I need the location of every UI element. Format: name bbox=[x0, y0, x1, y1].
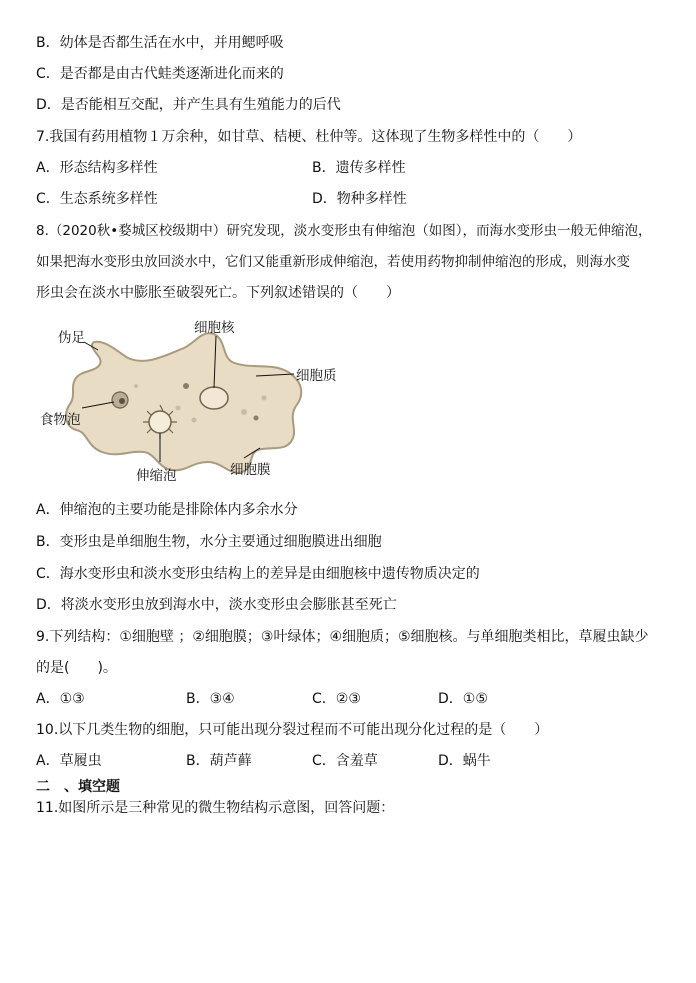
section-heading-fill-in: 二 、填空题 bbox=[36, 779, 120, 795]
q10-option-d: D．蜗牛 bbox=[438, 753, 491, 769]
label-nucleus: 细胞核 bbox=[194, 320, 235, 336]
q8-option-a: A．伸缩泡的主要功能是排除体内多余水分 bbox=[36, 502, 298, 518]
q8-option-c: C．海水变形虫和淡水变形虫结构上的差异是由细胞核中遗传物质决定的 bbox=[36, 566, 480, 582]
label-pseudopod: 伪足 bbox=[58, 330, 85, 346]
q7-option-b: B．遗传多样性 bbox=[312, 160, 406, 176]
q9-option-b: B．③④ bbox=[186, 691, 235, 707]
q8-stem-line-2: 如果把海水变形虫放回淡水中，它们又能重新形成伸缩泡，若使用药物抑制伸缩泡的形成，则海水变 bbox=[36, 254, 630, 270]
granule bbox=[192, 418, 197, 423]
food-vacuole-inner bbox=[119, 398, 125, 404]
q6-option-d: D．是否能相互交配，并产生具有生殖能力的后代 bbox=[36, 97, 341, 113]
q8-stem-line-1: 8.（2020秋•婺城区校级期中）研究发现，淡水变形虫有伸缩泡（如图），而海水变形虫一般无伸缩泡， bbox=[36, 223, 652, 239]
q6-option-c: C．是否都是由古代蛙类逐渐进化而来的 bbox=[36, 66, 284, 82]
label-food-vacuole: 食物泡 bbox=[40, 412, 81, 428]
q10-stem: 10.以下几类生物的细胞，只可能出现分裂过程而不可能出现分化过程的是（ ） bbox=[36, 722, 549, 738]
q9-stem-line-1: 9.下列结构：①细胞壁 ；②细胞膜；③叶绿体；④细胞质；⑤细胞核。与单细胞类相比，草履虫缺少 bbox=[36, 629, 649, 645]
q7-stem: 7.我国有药用植物１万余种，如甘草、桔梗、杜仲等。这体现了生物多样性中的（ ） bbox=[36, 129, 582, 145]
amoeba-figure bbox=[36, 312, 356, 492]
granule bbox=[254, 416, 259, 421]
amoeba-body bbox=[66, 333, 301, 473]
granule bbox=[241, 409, 247, 415]
granule bbox=[183, 383, 189, 389]
granule bbox=[134, 384, 138, 388]
q10-option-c: C．含羞草 bbox=[312, 753, 378, 769]
label-membrane: 细胞膜 bbox=[230, 462, 271, 478]
q8-option-b: B．变形虫是单细胞生物，水分主要通过细胞膜进出细胞 bbox=[36, 534, 382, 550]
q6-option-b: B．幼体是否都生活在水中，并用鳃呼吸 bbox=[36, 35, 284, 51]
granule bbox=[262, 396, 267, 401]
nucleus bbox=[200, 387, 228, 409]
label-contractile-vacuole: 伸缩泡 bbox=[136, 468, 177, 484]
q8-stem-line-3: 形虫会在淡水中膨胀至破裂死亡。下列叙述错误的（ ） bbox=[36, 285, 400, 301]
q9-option-d: D．①⑤ bbox=[438, 691, 488, 707]
q7-option-a: A．形态结构多样性 bbox=[36, 160, 158, 176]
amoeba-diagram bbox=[36, 312, 356, 492]
granule bbox=[176, 406, 181, 411]
q10-option-b: B．葫芦藓 bbox=[186, 753, 252, 769]
q9-option-a: A．①③ bbox=[36, 691, 85, 707]
q9-stem-line-2: 的是( )。 bbox=[36, 660, 117, 676]
q10-option-a: A．草履虫 bbox=[36, 753, 102, 769]
q7-option-d: D．物种多样性 bbox=[312, 191, 407, 207]
q8-option-d: D．将淡水变形虫放到海水中，淡水变形虫会膨胀甚至死亡 bbox=[36, 597, 397, 613]
label-cytoplasm: 细胞质 bbox=[296, 368, 337, 384]
q7-option-c: C．生态系统多样性 bbox=[36, 191, 158, 207]
q9-option-c: C．②③ bbox=[312, 691, 361, 707]
contractile-vacuole bbox=[149, 411, 171, 433]
q11-stem: 11.如图所示是三种常见的微生物结构示意图，回答问题： bbox=[36, 800, 395, 816]
